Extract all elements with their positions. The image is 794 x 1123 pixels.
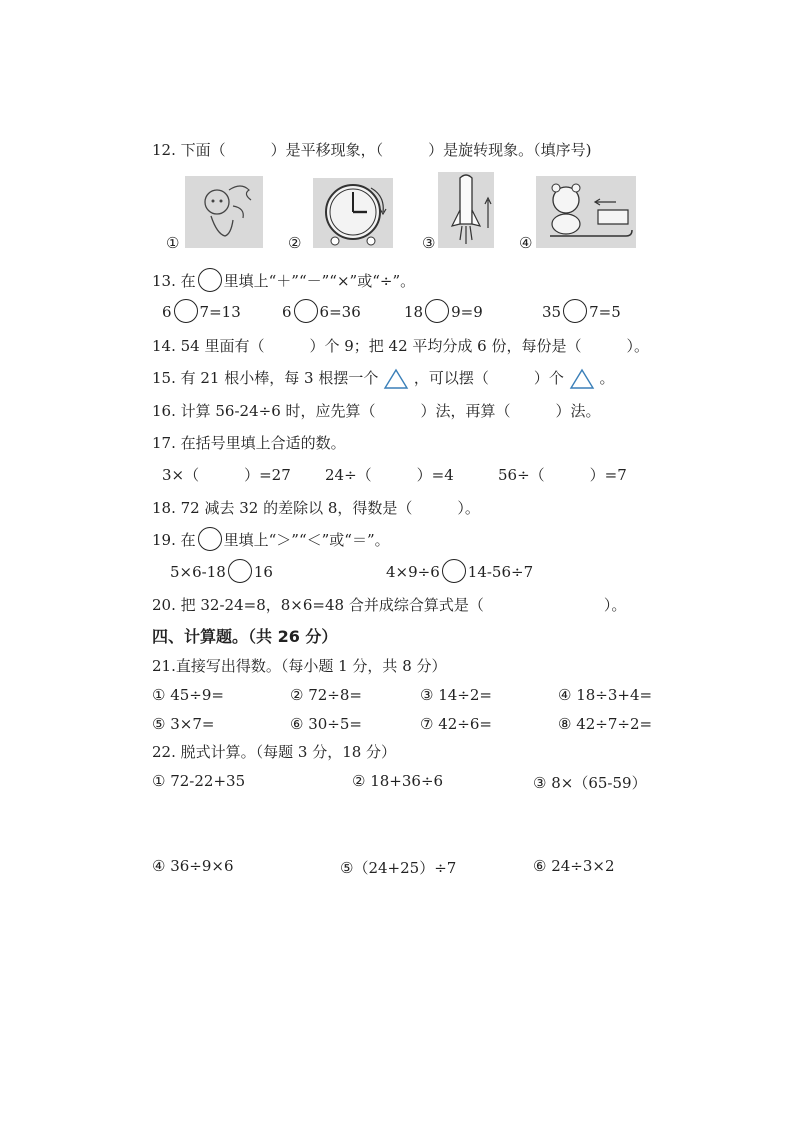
q19-item-1: 5×6-18 16	[170, 561, 273, 585]
q21-item: ② 72÷8=	[290, 686, 362, 704]
q12-text: 12. 下面（ ）是平移现象，（ ）是旋转现象。（填序号)	[152, 141, 592, 159]
monkey-picture	[185, 176, 263, 248]
q21-item: ③ 14÷2=	[420, 686, 492, 704]
triangle-icon	[569, 368, 595, 390]
q21-item: ⑦ 42÷6=	[420, 715, 492, 733]
q22-text: 22. 脱式计算。（每题 3 分，18 分）	[152, 743, 397, 761]
answer-circle[interactable]	[442, 559, 466, 583]
q21-item: ⑥ 30÷5=	[290, 715, 362, 733]
q22-item: ⑤（24+25）÷7	[340, 859, 457, 877]
q17-item-1: 3×（ ）=27	[162, 466, 291, 484]
q14-text: 14. 54 里面有（ ）个 9；把 42 平均分成 6 份，每份是（ ）。	[152, 337, 649, 355]
q17-item-2: 24÷（ ）=4	[325, 466, 454, 484]
q19-item-2: 4×9÷6 14-56÷7	[386, 561, 533, 585]
q21-text: 21.直接写出得数。（每小题 1 分，共 8 分）	[152, 657, 447, 675]
q20-text: 20. 把 32-24=8，8×6=48 合并成综合算式是（ ）。	[152, 596, 627, 614]
label-2: ②	[288, 234, 302, 252]
circle-icon	[198, 268, 222, 292]
q22-item: ② 18+36÷6	[352, 772, 444, 790]
answer-circle[interactable]	[174, 299, 198, 323]
rocket-picture	[438, 172, 494, 248]
q21-item: ① 45÷9=	[152, 686, 224, 704]
q13-item-3: 18 9=9	[404, 301, 483, 325]
q15-text: 15. 有 21 根小棒，每 3 根摆一个 ，可以摆（ ）个 。	[152, 367, 614, 389]
q13-text: 13. 在 里填上“＋”“－”“×”或“÷”。	[152, 270, 415, 292]
q22-item: ⑥ 24÷3×2	[533, 857, 615, 875]
label-1: ①	[166, 234, 180, 252]
section-title: 四、计算题。（共 26 分）	[152, 627, 338, 646]
q13-item-2: 6 6=36	[282, 301, 361, 325]
q22-item: ① 72-22+35	[152, 772, 246, 790]
q13-item-4: 35 7=5	[542, 301, 621, 325]
q16-text: 16. 计算 56-24÷6 时，应先算（ ）法，再算（ ）法。	[152, 402, 601, 420]
q21-item: ⑧ 42÷7÷2=	[558, 715, 653, 733]
answer-circle[interactable]	[425, 299, 449, 323]
triangle-icon	[383, 368, 409, 390]
q21-item: ④ 18÷3+4=	[558, 686, 653, 704]
clock-picture	[313, 178, 393, 248]
q17-item-3: 56÷（ ）=7	[498, 466, 627, 484]
answer-circle[interactable]	[563, 299, 587, 323]
q21-item: ⑤ 3×7=	[152, 715, 215, 733]
q17-text: 17. 在括号里填上合适的数。	[152, 434, 346, 452]
q18-text: 18. 72 减去 32 的差除以 8，得数是（ ）。	[152, 499, 480, 517]
q22-item: ③ 8×（65-59）	[533, 774, 647, 792]
q22-item: ④ 36÷9×6	[152, 857, 234, 875]
answer-circle[interactable]	[294, 299, 318, 323]
bear-sled-picture	[536, 176, 636, 248]
label-3: ③	[422, 234, 436, 252]
q13-item-1: 6 7=13	[162, 301, 241, 325]
answer-circle[interactable]	[228, 559, 252, 583]
label-4: ④	[519, 234, 533, 252]
circle-icon	[198, 527, 222, 551]
q19-text: 19. 在 里填上“＞”“＜”或“＝”。	[152, 529, 390, 551]
